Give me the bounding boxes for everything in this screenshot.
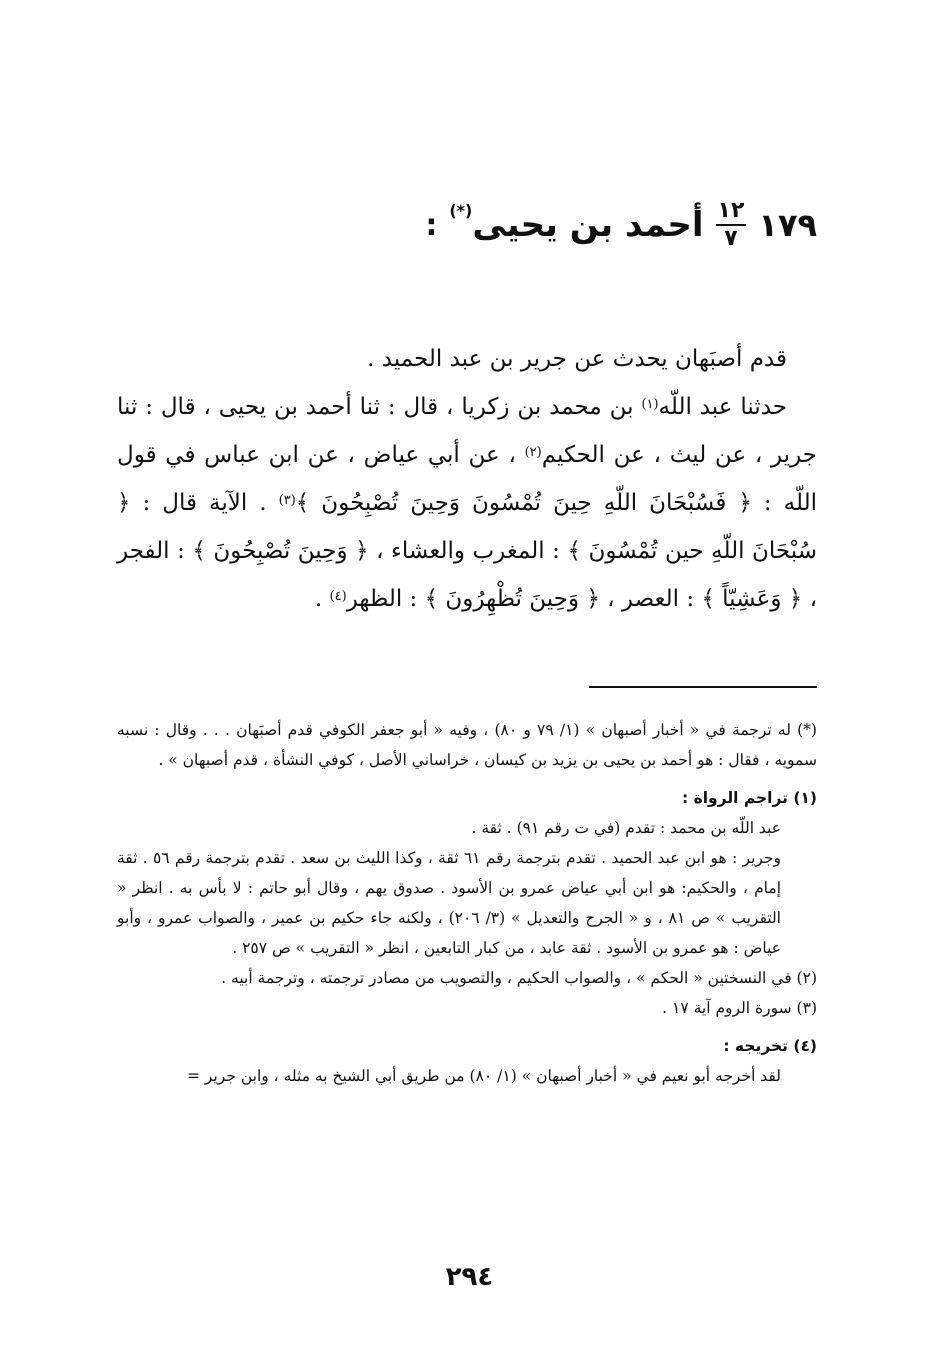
- text-run: ، عن أبي عياض ، عن ابن عباس في قول اللّه : ﴿ فَسُبْحَانَ اللّهِ حِينَ تُمْسُونَ وَحِينَ تُصْبِحُونَ ﴾: [117, 442, 817, 516]
- footnote-4-line-1: لقد أخرجه أبو نعيم في « أخبار أصبهان » (١/ ٨٠) من طريق أبي الشيخ به مثله ، وابن جرير =: [186, 1067, 781, 1085]
- footnote-ref-1: (١): [641, 397, 659, 412]
- footnote-star: (*) له ترجمة في « أخبار أصبهان » (١/ ٧٩ و ٨٠) ، وفيه « أبو جعفر الكوفي قدم أصبَهان . . . وقال : نسبه سمويه ، فقال : هو أحمد بن يحيى بن يزيد بن كيسان ، خراساني الأصل ، كوفي النشأة ، قدم أصبهان » .: [117, 721, 817, 769]
- text-run: حدثنا عبد اللّه: [658, 394, 787, 420]
- entry-fraction: [716, 200, 747, 250]
- footnote-4-heading: (٤) تخريجه :: [723, 1037, 817, 1055]
- entry-title-text: أحمد بن يحيى: [472, 205, 704, 245]
- title-marker: (*): [449, 201, 473, 220]
- entry-number: ١٧٩: [758, 206, 817, 244]
- entry-title: [449, 201, 704, 245]
- footnote-1-line-2: وجرير : هو ابن عبد الحميد . تقدم بترجمة رقم ٦١ ثقة ، وكذا الليث بن سعد . تقدم بترجمة رقم ٥٦ . ثقة إمام ، والحكيم: هو ابن أبي عياض عمرو بن الأسود . صدوق يهم ، وقال أبو حاتم : لا بأس به . انظر « التقريب » ص ٨١ ، و « الجرح والتعديل » (٣/ ٢٠٦) ، ولكنه جاء حكيم بن عمير ، والصواب عمرو ، وأبو عياض : هو عمرو بن الأسود . ثقة عابد ، من كبار التابعين ، انظر « التقريب » ص ٢٥٧ .: [117, 849, 782, 957]
- footnote-ref-2: (٢): [524, 445, 542, 460]
- footnote-ref-3: (٣): [278, 493, 296, 508]
- footnote-2: (٢) في النسختين « الحكم » ، والصواب الحكيم ، والتصويب من مصادر ترجمته ، وترجمة أبيه .: [221, 969, 817, 987]
- footnotes: [117, 715, 817, 1091]
- body-text: [117, 335, 817, 623]
- footnote-3: (٣) سورة الروم آية ١٧ .: [662, 999, 817, 1017]
- entry-heading: [117, 190, 817, 260]
- fraction-top: ١٢: [716, 200, 747, 226]
- footnote-1-line-1: عبد اللّه بن محمد : تقدم (في ت رقم ٩١) . ثقة .: [471, 819, 781, 837]
- heading-colon: :: [425, 207, 438, 243]
- text-run: . الآية قال : ﴿ سُبْحَانَ اللّهِ حين تُمْسُونَ ﴾ : المغرب والعشاء ، ﴿ وَحِينَ تُصْبِحُونَ ﴾ : الفجر ، ﴿ وَعَشِيّاً ﴾ : العصر ، ﴿ وَحِينَ تُظْهِرُونَ ﴾ : الظهر: [117, 490, 817, 612]
- fraction-bottom: ٧: [724, 226, 738, 251]
- text-run: .: [314, 586, 330, 612]
- footnote-1-heading: (١) تراجم الرواة :: [681, 789, 817, 807]
- footnote-divider: [589, 686, 817, 688]
- intro-paragraph: قدم أصبَهان يحدث عن جرير بن عبد الحميد .: [367, 346, 787, 372]
- hadith-paragraph: [117, 383, 817, 623]
- text-run: بن محمد بن زكريا ، قال : ثنا أحمد بن يحيى ، قال : ثنا جرير ، عن ليث ، عن الحكيم: [117, 394, 817, 468]
- page-number: ٢٩٤: [445, 1262, 494, 1292]
- footnote-ref-4: (٤): [329, 589, 347, 604]
